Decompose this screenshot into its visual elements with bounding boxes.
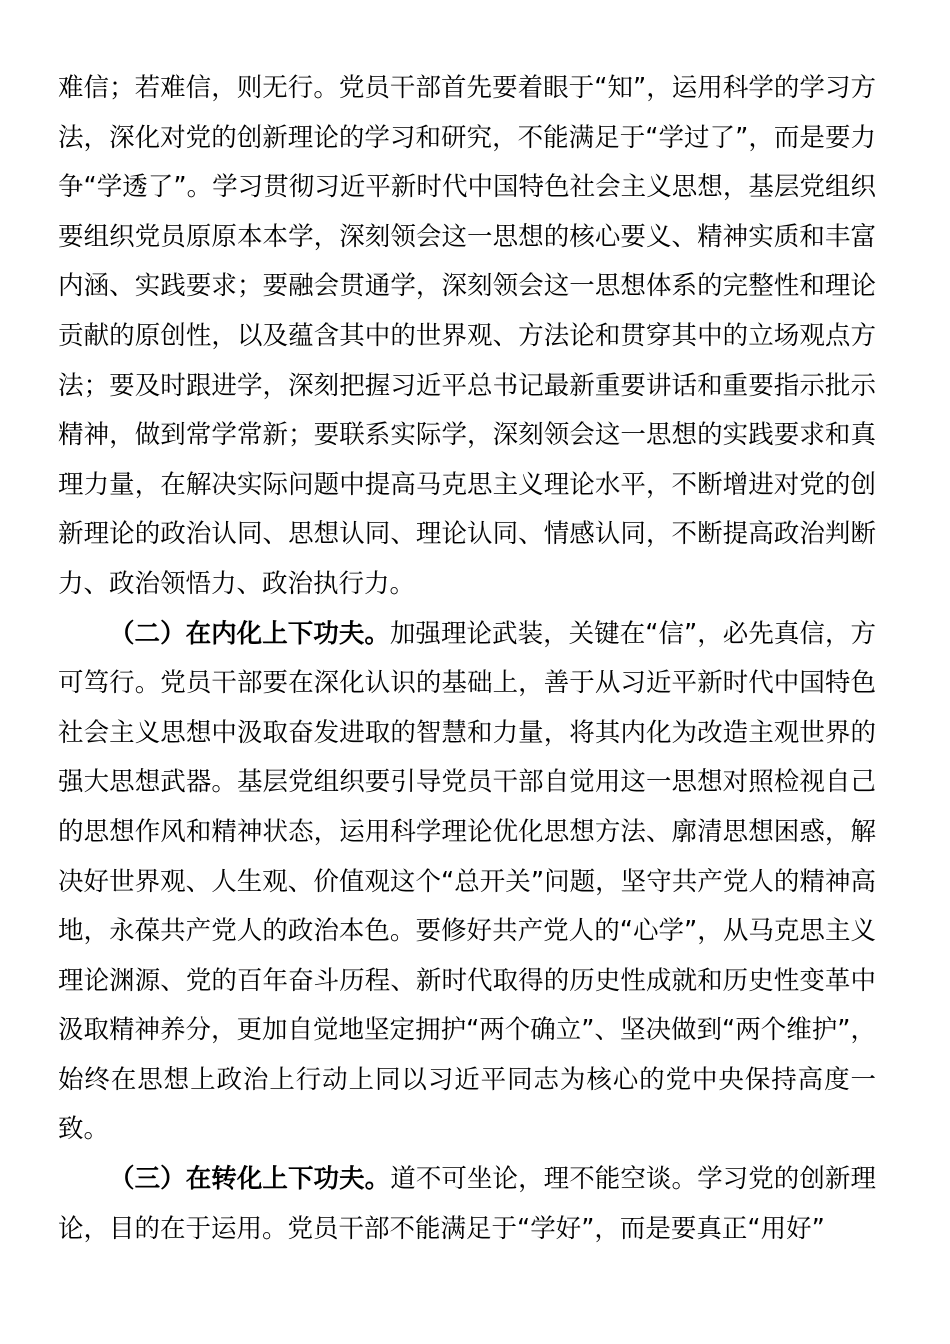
section-heading: （三）在转化上下功夫。 <box>109 1164 391 1195</box>
paragraph-body: 道不可坐论，理不能空谈。学习党的创新理论，目的在于运用。党员干部不能满足于“学好”，而是要真正“用好” <box>58 1164 876 1244</box>
paragraph-continuation <box>58 64 876 610</box>
paragraph-body: 加强理论武装，关键在“信”，必先真信，方可笃行。党员干部要在深化认识的基础上，善于从习近平新时代中国特色社会主义思想中汲取奋发进取的智慧和力量，将其内化为改造主观世界的强大思想武器。基层党组织要引导党员干部自觉用这一思想对照检视自己的思想作风和精神状态，运用科学理论优化思想方法、廓清思想困惑，解决好世界观、人生观、价值观这个“总开关”问题，坚守共产党人的精神高地，永葆共产党人的政治本色。要修好共产党人的“心学”，从马克思主义理论渊源、党的百年奋斗历程、新时代取得的历史性成就和历史性变革中汲取精神养分，更加自觉地坚定拥护“两个确立”、坚决做到“两个维护”，始终在思想上政治上行动上同以习近平同志为核心的党中央保持高度一致。 <box>58 618 876 1145</box>
document-page <box>58 64 876 1254</box>
paragraph-section-2 <box>58 610 876 1156</box>
paragraph-body: 难信；若难信，则无行。党员干部首先要着眼于“知”，运用科学的学习方法，深化对党的创新理论的学习和研究，不能满足于“学过了”，而是要力争“学透了”。学习贯彻习近平新时代中国特色社会主义思想，基层党组织要组织党员原原本本学，深刻领会这一思想的核心要义、精神实质和丰富内涵、实践要求；要融会贯通学，深刻领会这一思想体系的完整性和理论贡献的原创性，以及蕴含其中的世界观、方法论和贯穿其中的立场观点方法；要及时跟进学，深刻把握习近平总书记最新重要讲话和重要指示批示精神，做到常学常新；要联系实际学，深刻领会这一思想的实践要求和真理力量，在解决实际问题中提高马克思主义理论水平，不断增进对党的创新理论的政治认同、思想认同、理论认同、情感认同，不断提高政治判断力、政治领悟力、政治执行力。 <box>58 73 876 599</box>
paragraph-section-3 <box>58 1155 876 1254</box>
section-heading: （二）在内化上下功夫。 <box>109 618 390 649</box>
